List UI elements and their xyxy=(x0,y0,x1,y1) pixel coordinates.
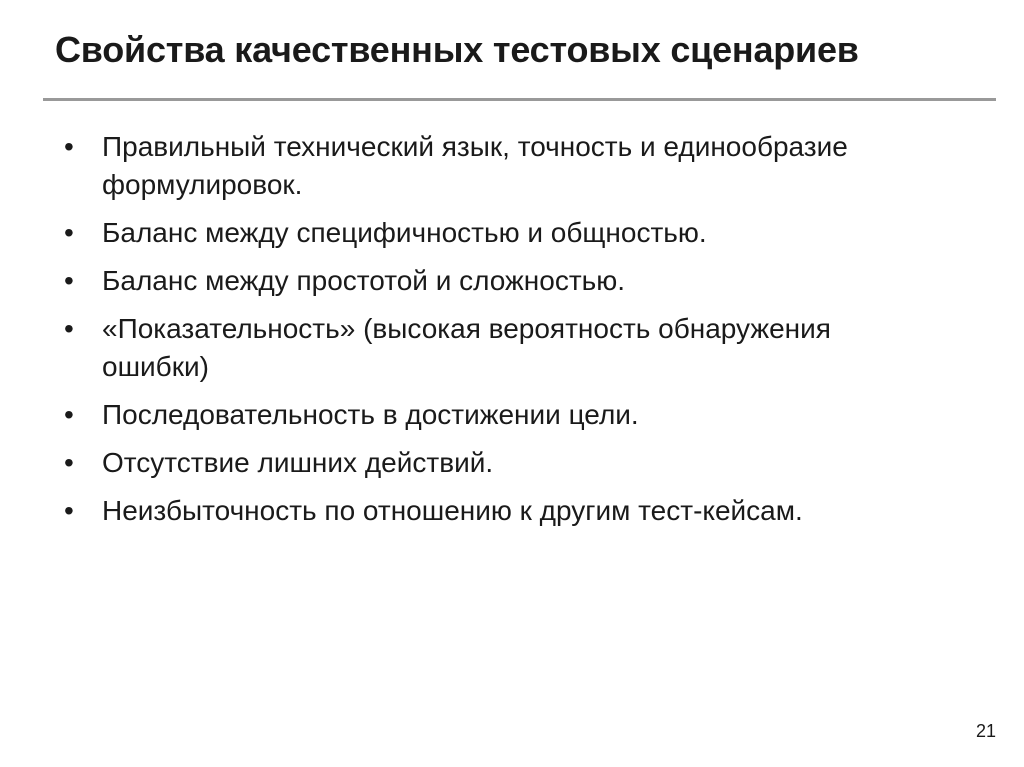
bullet-list xyxy=(62,128,942,540)
bullet-icon: • xyxy=(64,447,74,478)
bullet-icon: • xyxy=(64,265,74,296)
bullet-icon: • xyxy=(64,495,74,526)
bullet-icon: • xyxy=(64,217,74,248)
bullet-text: Баланс между простотой и сложностью. xyxy=(102,265,626,296)
bullet-icon: • xyxy=(64,313,74,344)
bullet-text: Последовательность в достижении цели. xyxy=(102,399,639,430)
page-number: 21 xyxy=(975,721,996,741)
bullet-item xyxy=(62,444,942,482)
bullet-item xyxy=(62,396,942,434)
bullet-text: Неизбыточность по отношению к другим тест-кейсам. xyxy=(102,495,803,526)
bullet-item xyxy=(62,214,942,252)
bullet-text: «Показательность» (высокая вероятность обнаружения ошибки) xyxy=(102,313,831,382)
title-divider xyxy=(43,98,996,101)
bullet-text: Правильный технический язык, точность и единообразие формулировок. xyxy=(102,131,848,200)
bullet-item xyxy=(62,128,942,204)
bullet-text: Баланс между специфичностью и общностью. xyxy=(102,217,707,248)
bullet-icon: • xyxy=(64,399,74,430)
bullet-text: Отсутствие лишних действий. xyxy=(102,447,494,478)
bullet-item xyxy=(62,310,942,386)
bullet-item xyxy=(62,492,942,530)
bullet-item xyxy=(62,262,942,300)
bullet-icon: • xyxy=(64,131,74,162)
slide-title: Свойства качественных тестовых сценариев xyxy=(55,29,859,70)
